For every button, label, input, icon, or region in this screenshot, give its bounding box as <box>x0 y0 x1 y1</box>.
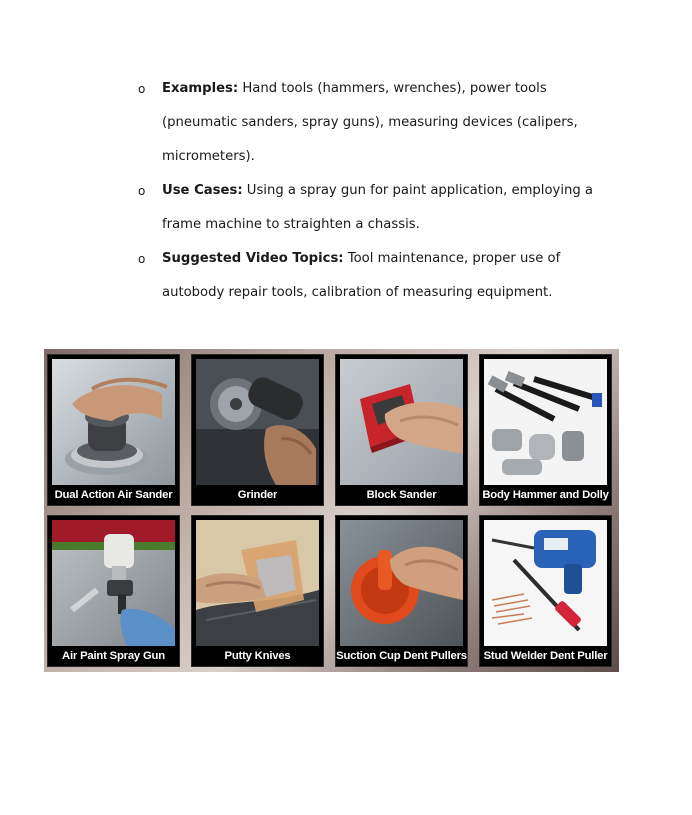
bullet-marker: o <box>138 252 146 266</box>
bullet-examples-line-3: micrometers). <box>162 149 255 164</box>
grinder-photo <box>196 359 319 485</box>
tool-tile-grinder <box>192 355 323 505</box>
tool-label: Air Paint Spray Gun <box>62 650 165 662</box>
tool-label: Block Sander <box>366 489 437 501</box>
bullet-video-topics-line-2: autobody repair tools, calibration of measuring equipment. <box>162 285 553 300</box>
tool-tile-body-hammer-and-dolly <box>480 355 611 505</box>
tool-label: Grinder <box>237 489 278 501</box>
bullet-marker: o <box>138 82 146 96</box>
air-paint-spray-gun-photo <box>52 520 175 646</box>
tool-tile-stud-welder-dent-puller <box>480 516 611 666</box>
tool-tile-suction-cup-dent-pullers <box>336 516 467 666</box>
bullet-marker: o <box>138 184 146 198</box>
dual-action-air-sander-photo <box>52 359 175 485</box>
tool-label: Dual Action Air Sander <box>54 489 173 501</box>
tool-tile-block-sander <box>336 355 467 505</box>
tool-label: Putty Knives <box>224 650 291 662</box>
tool-label: Body Hammer and Dolly <box>482 489 609 501</box>
tool-label: Stud Welder Dent Puller <box>483 650 608 662</box>
bullet-examples-line-2: (pneumatic sanders, spray guns), measuring devices (calipers, <box>162 115 578 130</box>
bullet-video-topics-line-1: Suggested Video Topics: Tool maintenance, proper use of <box>162 251 561 266</box>
body-hammer-and-dolly-photo <box>484 359 607 485</box>
bullet-examples-line-1: Examples: Hand tools (hammers, wrenches), power tools <box>162 81 547 96</box>
block-sander-photo <box>340 359 463 485</box>
bullet-use-cases-line-2: frame machine to straighten a chassis. <box>162 217 420 232</box>
suction-cup-dent-pullers-photo <box>340 520 463 646</box>
putty-knives-photo <box>196 520 319 646</box>
tool-tile-air-paint-spray-gun <box>48 516 179 666</box>
stud-welder-dent-puller-photo <box>484 520 607 646</box>
tool-label: Suction Cup Dent Pullers <box>336 650 467 662</box>
autobody-tools-figure <box>44 349 619 672</box>
tool-tile-dual-action-air-sander <box>48 355 179 505</box>
tool-tile-putty-knives <box>192 516 323 666</box>
bullet-use-cases-line-1: Use Cases: Using a spray gun for paint application, employing a <box>162 183 594 198</box>
